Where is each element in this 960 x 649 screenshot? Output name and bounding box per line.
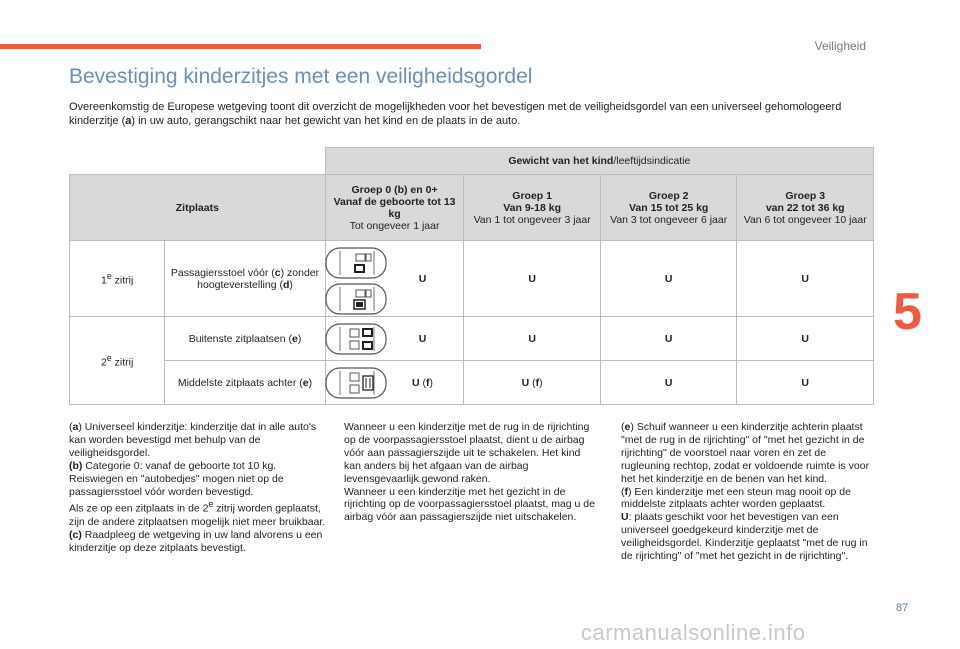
page-number: 87 <box>896 602 909 614</box>
intro-paragraph: Overeenkomstig de Europese wetgeving toont dit overzicht de mogelijkheden voor het bevestigen met de veiligheidsgordel van een universeel gehomologeerd kinderzitje (a) in uw auto, gerangschikt naar het gewicht van het kind en de plaats in de auto. <box>69 101 842 127</box>
group-header: Groep 1 Van 9-18 kg Van 1 tot ongeveer 3 jaar <box>464 175 601 241</box>
row-label: 1e zitrij <box>70 241 165 317</box>
value-cell: U <box>325 241 464 317</box>
value-cell <box>325 361 464 405</box>
notes-column-1: (a) Universeel kinderzitje: kinderzitje dat in alle auto's kan worden bevestigd met behulp van de veiligheidsgordel. (b) Categorie 0: vanaf de geboorte tot 10 kg. Reiswiegen en "autobedjes" mogen niet op de passagiersstoel vóór worden bevestigd. Als ze op een zitplaats in de 2e zitrij worden geplaatst, zijn de andere zitplaatsen mogelijk niet meer bruikbaar. (c) Raadpleeg de wetgeving in uw land alvorens u een kinderzitje op deze zitplaats bevestigt. <box>69 421 326 554</box>
seat-description: Passagiersstoel vóór (c) zonder hoogteverstelling (d) <box>165 241 325 317</box>
table-row <box>70 361 874 405</box>
car-topview-rear-outer-icon <box>324 321 388 357</box>
value-cell: U <box>464 241 601 317</box>
group-header: Groep 2 Van 15 tot 25 kg Van 3 tot ongeveer 6 jaar <box>600 175 737 241</box>
section-label: Veiligheid <box>814 39 866 53</box>
car-topview-rear-middle-icon <box>324 365 388 401</box>
value-with-note: U (f) <box>412 376 434 389</box>
table-row <box>70 241 874 317</box>
accent-bar <box>0 44 481 49</box>
row-label: 2e zitrij <box>70 317 165 405</box>
seat-header: Zitplaats <box>70 175 326 241</box>
notes-column-2: Wanneer u een kinderzitje met de rug in de rijrichting op de voorpassagiersstoel plaatst, dient u de airbag vóór aan passagierszijde uit te schakelen. Het kind kan anders bij het afgaan van de airbag levensgevaarlijk gewond raken. Wanneer u een kinderzitje met het gezicht in de rijrichting op de voorpassagiersstoel plaatst, mag u de airbag vóór aan passagierszijde niet uitschakelen. <box>344 421 595 524</box>
group-header: Groep 3 van 22 tot 36 kg Van 6 tot ongeveer 10 jaar <box>737 175 874 241</box>
table-row <box>70 317 874 361</box>
seat-description: Middelste zitplaats achter (e) <box>165 361 325 405</box>
value-cell: U <box>737 241 874 317</box>
value-cell: U <box>600 361 737 405</box>
child-seat-table <box>69 147 874 405</box>
value-cell: U (f) <box>464 361 601 405</box>
notes-column-3: (e) Schuif wanneer u een kinderzitje achterin plaatst "met de rug in de rijrichting" of "met het gezicht in de rijrichting" de voorstoel naar voren en zet de rugleuning rechtop, zodat er voldoende ruimte is voor het het kinderzitje en de benen van het kind. (f) Een kinderzitje met een steun mag nooit op de middelste zitplaats achter worden geplaatst. U: plaats geschikt voor het bevestigen van een universeel goedgekeurd kinderzitje met de veiligheidsgordel. Kinderzitje geplaatst "met de rug in de rijrichting" of "met het gezicht in de rijrichting". <box>621 421 870 563</box>
value-cell: U <box>600 317 737 361</box>
seat-description: Buitenste zitplaatsen (e) <box>165 317 325 361</box>
value-cell: U <box>464 317 601 361</box>
page-title: Bevestiging kinderzitjes met een veiligheidsgordel <box>69 65 533 88</box>
watermark: carmanualsonline.info <box>581 620 806 645</box>
group-header: Groep 0 (b) en 0+ Vanaf de geboorte tot 13 kg Tot ongeveer 1 jaar <box>325 175 464 241</box>
value-cell: U <box>737 361 874 405</box>
car-topview-front-forwardfacing-icon <box>324 281 388 317</box>
car-front-icons <box>324 245 388 317</box>
chapter-number: 5 <box>893 283 922 341</box>
weight-header: Gewicht van het kind/leeftijdsindicatie <box>325 148 873 175</box>
value-cell: U <box>600 241 737 317</box>
value-cell: U <box>737 317 874 361</box>
value-cell: U <box>325 317 464 361</box>
car-topview-front-rearfacing-icon <box>324 245 388 281</box>
